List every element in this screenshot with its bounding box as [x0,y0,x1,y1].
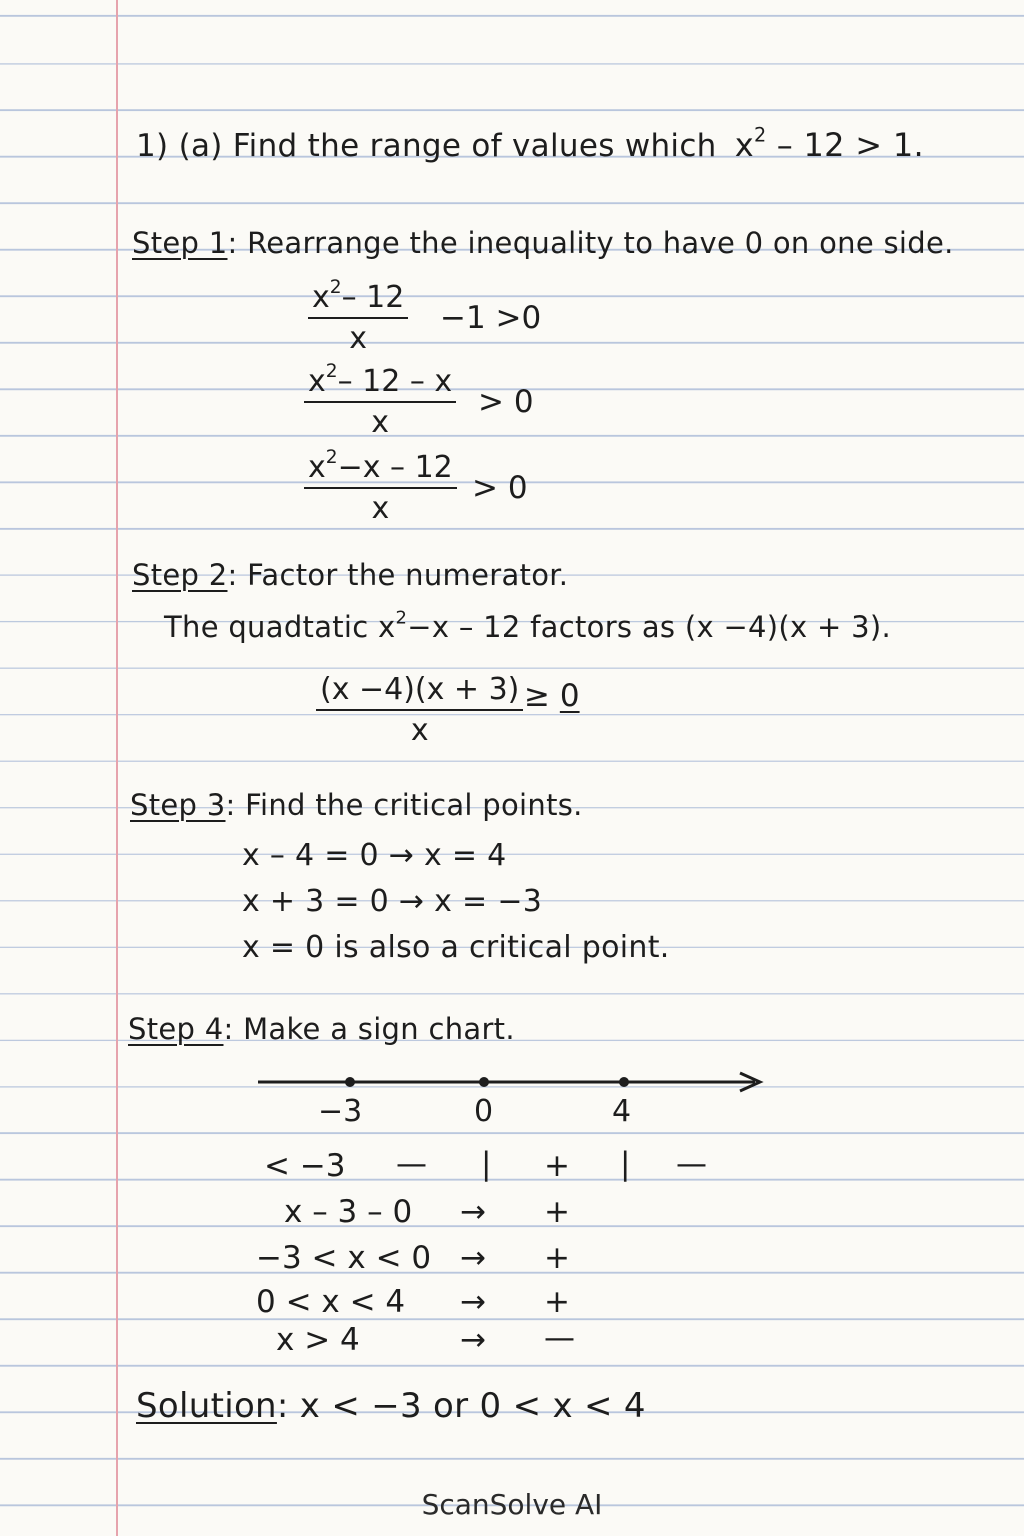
fraction-numerator: $x^2-x - 12$ [304,450,457,489]
fraction-numerator: (x −4)(x + 3) [316,672,523,711]
step3-heading [130,788,583,822]
step1-label: Step 1 [132,226,228,260]
step3-text: : Find the critical points. [225,788,583,822]
step2-relation: ≥ [524,678,550,714]
footer-watermark: ScanSolve AI [421,1488,603,1521]
interval-sign: + [544,1240,570,1276]
sign-divider: | [620,1146,631,1182]
problem-text: 1) (a) Find the range of values which [136,128,717,164]
critical-point-marker [619,1077,629,1087]
step2-label: Step 2 [132,558,228,592]
interval-condition: 0 < x < 4 [256,1284,406,1320]
interval-condition: −3 < x < 0 [256,1240,432,1276]
interval-arrow: → [460,1284,486,1320]
fraction-denominator: x [349,321,368,356]
sign-divider: | [481,1146,492,1182]
solution-label: Solution [136,1386,277,1426]
step1-fraction-3 [304,447,457,526]
interval-sign: — [544,1320,575,1356]
step1-fraction-1 [308,277,408,356]
tick-label: 0 [474,1094,494,1129]
tick-label: −3 [318,1094,363,1129]
fraction-denominator: x [371,405,389,440]
step1-heading [132,226,954,260]
step1-text: : Rearrange the inequality to have 0 on one side. [227,226,954,260]
critical-point-marker [479,1077,489,1087]
interval-arrow: → [460,1194,486,1230]
fraction-numerator: $x^2-$ 12 – x [304,364,456,403]
interval-sign: + [544,1284,570,1320]
fraction-denominator: x [410,713,429,748]
step1-rhs-3: > 0 [472,470,528,506]
problem-tail: – 12 > 1. [776,126,924,164]
solution-line [136,1386,646,1426]
step2-factor-line: The quadtatic $x^2-x - 12$ factors as (x −4)(x + 3). [164,607,892,644]
interval-condition: x – 3 – 0 [284,1194,413,1230]
step3-line-1: x – 4 = 0 → x = 4 [242,838,507,873]
problem-statement [136,123,924,164]
sign-minus: — [396,1146,427,1182]
step3-label: Step 3 [130,788,226,822]
interval-sign: + [544,1194,570,1230]
problem-exponent: 2 [754,123,767,147]
step2-zero: 0 [559,678,580,714]
step4-label: Step 4 [128,1012,224,1046]
step2-text: : Factor the numerator. [227,558,569,592]
sign-plus: + [544,1148,570,1184]
sign-row-condition: < −3 [264,1148,346,1184]
step3-line-3: x = 0 is also a critical point. [242,930,670,965]
step2-fraction [316,672,523,748]
solution-text: : x < −3 or 0 < x < 4 [276,1386,646,1426]
fraction-denominator: x [371,491,390,526]
step3-line-2: x + 3 = 0 → x = −3 [242,884,543,919]
sign-minus: — [676,1146,707,1182]
step1-rhs-2: > 0 [478,384,534,420]
step1-rhs-1: −1 >0 [440,300,542,336]
step4-text: : Make a sign chart. [223,1012,515,1046]
step1-fraction-2 [304,361,456,440]
critical-point-marker [345,1077,355,1087]
step4-heading [128,1012,515,1046]
step2-rhs [524,678,580,714]
interval-condition: x > 4 [276,1322,360,1358]
fraction-numerator: $x^2-$ 12 [308,280,408,319]
tick-label: 4 [612,1094,632,1129]
interval-arrow: → [460,1240,486,1276]
margin-line [116,0,118,1536]
problem-variable: x [734,126,755,164]
interval-arrow: → [460,1322,486,1358]
step2-heading [132,558,568,592]
